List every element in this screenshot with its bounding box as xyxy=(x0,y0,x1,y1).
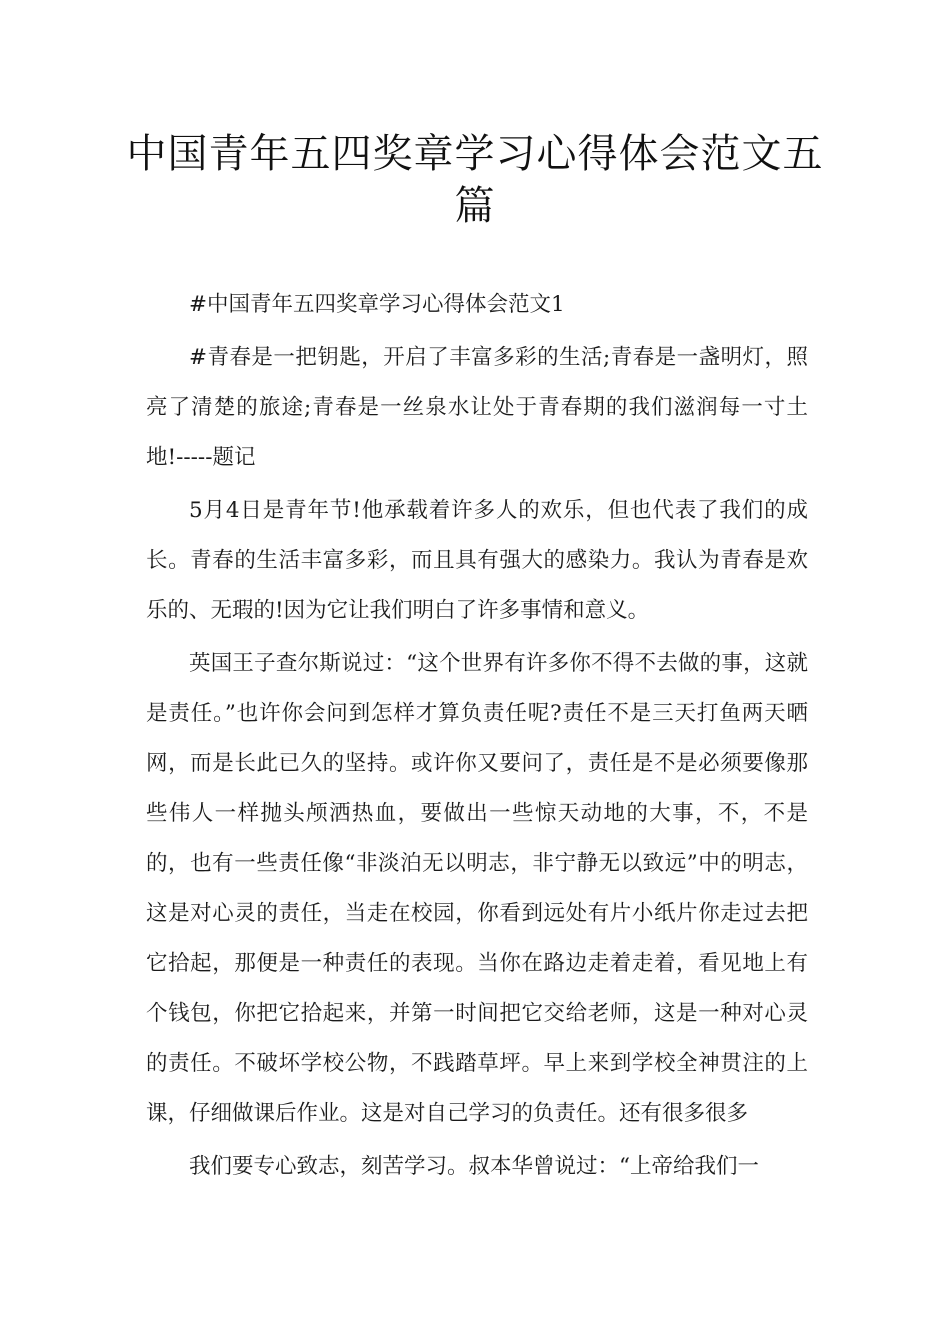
paragraph: #青春是一把钥匙，开启了丰富多彩的生活;青春是一盏明灯，照亮了清楚的旅途;青春是一丝泉水让处于青春期的我们滋润每一寸土地!-----题记 xyxy=(146,345,808,470)
document-title: 中国青年五四奖章学习心得体会范文五篇 xyxy=(126,131,824,229)
paragraph: 5月4日是青年节!他承载着许多人的欢乐，但也代表了我们的成长。青春的生活丰富多彩，而且具有强大的感染力。我认为青春是欢乐的、无瑕的!因为它让我们明白了许多事情和意义。 xyxy=(146,498,808,623)
paragraph: 英国王子查尔斯说过：“这个世界有许多你不得不去做的事，这就是责任。”也许你会问到怎样才算负责任呢?责任不是三天打鱼两天晒网，而是长此已久的坚持。或许你又要问了，责任是不是必须要像那些伟人一样抛头颅洒热血，要做出一些惊天动地的大事，不，不是的，也有一些责任像“非淡泊无以明志，非宁静无以致远”中的明志，这是对心灵的责任，当走在校园，你看到远处有片小纸片你走过去把它拾起，那便是一种责任的表现。当你在路边走着走着，看见地上有个钱包，你把它拾起来，并第一时间把它交给老师，这是一种对心灵的责任。不破坏学校公物，不践踏草坪。早上来到学校全神贯注的上课，仔细做课后作业。这是对自己学习的负责任。还有很多很多 xyxy=(146,651,808,1126)
document-body xyxy=(146,280,808,1195)
paragraph: #中国青年五四奖章学习心得体会范文1 xyxy=(189,292,565,317)
paragraph: 我们要专心致志，刻苦学习。叔本华曾说过：“上帝给我们一 xyxy=(189,1154,759,1179)
